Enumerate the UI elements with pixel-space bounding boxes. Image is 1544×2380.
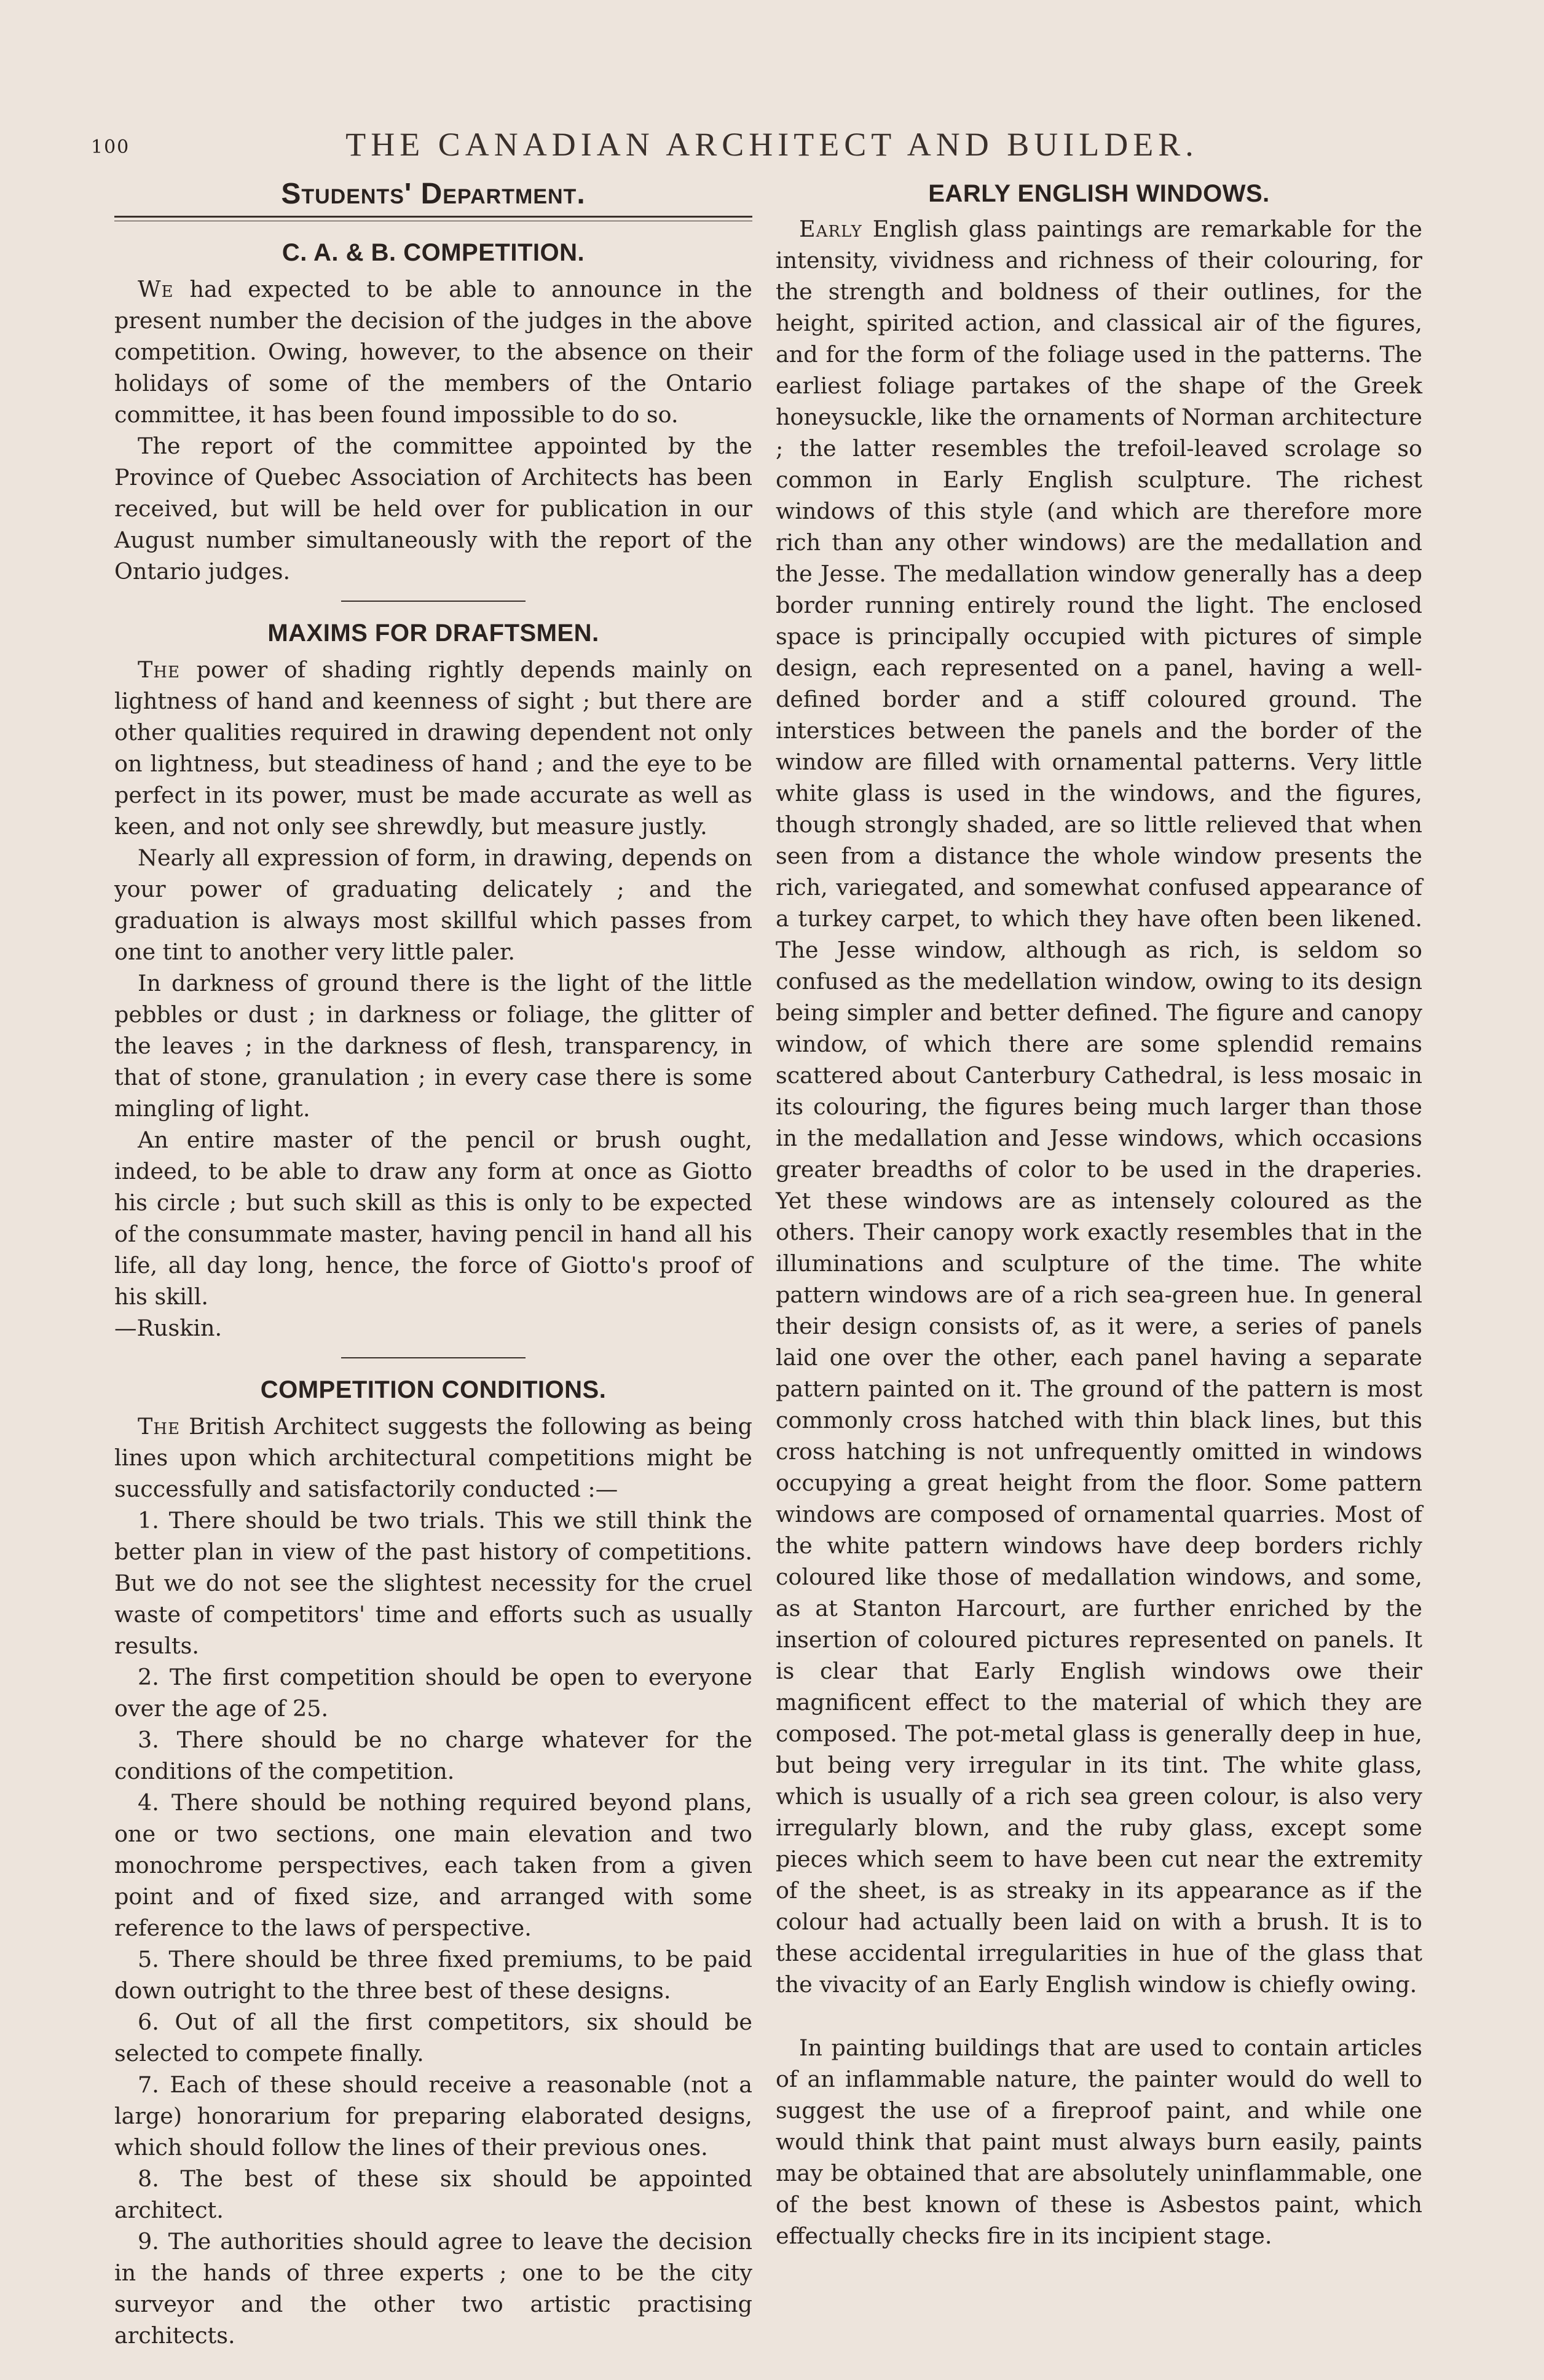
page-number: 100 <box>91 136 130 158</box>
painting-paragraph: In painting buildings that are used to contain articles of an inflammable nature, the painter would do well to suggest the use of a fireproof paint, and while one would think that paint must always burn easily, paints may be obtained that are absolutely uninflammable, one of the best known of these is Asbestos paint, which effectually checks fire in its incipient stage. <box>776 2035 1422 2249</box>
competition-item: 9. The authorities should agree to leave the decision in the hands of three experts ; one to be the city surveyor and the other two artistic practising architects. <box>114 2228 752 2349</box>
competition-item: 7. Each of these should receive a reasonable (not a large) honorarium for preparing elaborated designs, which should follow the lines of their previous ones. <box>114 2071 752 2161</box>
maxims-paragraph-2: Nearly all expression of form, in drawing, depends on your power of graduating delicately ; and the graduation is always most skillful which passes from one tint to another very little paler. <box>114 845 752 965</box>
paragraph-gap <box>776 2000 1422 2032</box>
competition-intro-text: British Architect suggests the following as being lines upon which architectural competitions might be successfully and satisfactorily conducted :— <box>114 1413 752 1502</box>
competition-item: 4. There should be nothing required beyond plans, one or two sections, one main elevation and two monochrome perspectives, each taken from a given point and of fixed size, and arranged with some reference to the laws of perspective. <box>114 1789 752 1941</box>
left-column <box>114 178 752 2351</box>
competition-intro <box>114 1411 752 1505</box>
competition-item: 8. The best of these six should be appointed architect. <box>114 2165 752 2223</box>
competition-conditions-heading: COMPETITION CONDITIONS. <box>260 1376 607 1403</box>
ca-b-lead-word: We <box>138 276 174 302</box>
maxims-signature: —Ruskin. <box>114 1315 223 1341</box>
maxims-paragraph-1 <box>114 654 752 842</box>
ca-b-competition-heading: C. A. & B. COMPETITION. <box>282 239 585 266</box>
department-rule <box>114 216 752 221</box>
department-heading: Students' Department. <box>281 178 586 210</box>
ca-b-paragraph-1-text: had expected to be able to announce in the present number the decision of the judges in the above competition. Owing, however, to the absence on their holidays of some of the members of the Ontario committee, it has been found impossible to do so. <box>114 276 752 428</box>
competition-item: 1. There should be two trials. This we still think the better plan in view of the past history of competitions. But we do not see the slightest necessity for the cruel waste of competitors' time and efforts such as usually results. <box>114 1507 752 1659</box>
windows-lead-word: Early <box>799 216 862 242</box>
maxims-heading: MAXIMS FOR DRAFTSMEN. <box>267 620 599 647</box>
competition-lead-word: The <box>138 1413 180 1440</box>
windows-paragraph <box>776 213 1422 2000</box>
maxims-paragraph-4: An entire master of the pencil or brush ought, indeed, to be able to draw any form at once as Giotto his circle ; but such skill as this is only to be expected of the consummate master, having pencil in hand all his life, all day long, hence, the force of Giotto's proof of his skill. <box>114 1127 752 1310</box>
maxims-paragraph-1-text: power of shading rightly depends mainly on lightness of hand and keenness of sight ; but there are other qualities required in drawing dependent not only on lightness, but steadiness of hand ; and the eye to be perfect in its power, must be made accurate as well as keen, and not only see shrewdly, but measure justly. <box>114 656 752 840</box>
running-head: THE CANADIAN ARCHITECT AND BUILDER. <box>345 126 1199 163</box>
ca-b-paragraph-1 <box>114 274 752 430</box>
section-divider <box>341 601 526 602</box>
ca-b-paragraph-2: The report of the committee appointed by the Province of Quebec Association of Architects has been received, but will be held over for publication in our August number simultaneously with the report of the Ontario judges. <box>114 433 752 585</box>
maxims-paragraph-3: In darkness of ground there is the light of the little pebbles or dust ; in darkness or foliage, the glitter of the leaves ; in the darkness of flesh, transparency, in that of stone, granulation ; in every case there is some mingling of light. <box>114 970 752 1122</box>
section-divider <box>341 1357 526 1358</box>
maxims-lead-word: The <box>138 656 180 683</box>
competition-item: 6. Out of all the first competitors, six should be selected to compete finally. <box>114 2009 752 2067</box>
competition-item: 5. There should be three fixed premiums, to be paid down outright to the three best of these designs. <box>114 1946 752 2004</box>
competition-item: 2. The first competition should be open to everyone over the age of 25. <box>114 1664 752 1722</box>
competition-item: 3. There should be no charge whatever for the conditions of the competition. <box>114 1727 752 1784</box>
early-english-windows-heading: EARLY ENGLISH WINDOWS. <box>928 180 1270 207</box>
right-column <box>776 178 1422 2252</box>
windows-paragraph-text: English glass paintings are remarkable for the intensity, vividness and richness of their colouring, for the strength and boldness of their outlines, for the height, spirited action, and classical air of the figures, and for the form of the foliage used in the patterns. The earliest foliage partakes of the shape of the Greek honeysuckle, like the ornaments of Norman architecture ; the latter resembles the trefoil-leaved scrolage so common in Early English sculpture. The richest windows of this style (and which are therefore more rich than any other windows) are the medallation and the Jesse. The medallation window generally has a deep border running entirely round the light. The enclosed space is principally occupied with pictures of simple design, each represented on a panel, having a well-defined border and a stiff coloured ground. The interstices between the panels and the border of the window are filled with ornamental patterns. Very little white glass is used in the windows, and the figures, though strongly shaded, are so little relieved that when seen from a distance the whole window presents the rich, variegated, and somewhat confused appearance of a turkey carpet, to which they have often been likened. The Jesse window, although as rich, is seldom so confused as the medellation window, owing to its design being simpler and better defined. The figure and canopy window, of which there are some splendid remains scattered about Canterbury Cathedral, is less mosaic in its colouring, the figures being much larger than those in the medallation and Jesse windows, which occasions greater breadths of color to be used in the draperies. Yet these windows are as intensely coloured as the others. Their canopy work exactly resembles that in the illuminations and sculpture of the time. The white pattern windows are of a rich sea-green hue. In general their design consists of, as it were, a series of panels laid one over the other, each panel having a separate pattern painted on it. The ground of the pattern is most commonly cross hatched with thin black lines, but this cross hatching is not unfrequently omitted in windows occupying a great height from the floor. Some pattern windows are composed of ornamental quarries. Most of the white pattern windows have deep borders richly coloured like those of medallation windows, and some, as at Stanton Harcourt, are further enriched by the insertion of coloured pictures represented on panels. It is clear that Early English windows owe their magnificent effect to the material of which they are composed. The pot-metal glass is generally deep in hue, but being very irregular in its tint. The white glass, which is usually of a rich sea green colour, is also very irregularly blown, and the ruby glass, except some pieces which seem to have been cut near the extremity of the sheet, is as streaky in its appearance as if the colour had actually been laid on with a brush. It is to these accidental irregularities in hue of the glass that the vivacity of an Early English window is chiefly owing. <box>776 216 1422 1998</box>
